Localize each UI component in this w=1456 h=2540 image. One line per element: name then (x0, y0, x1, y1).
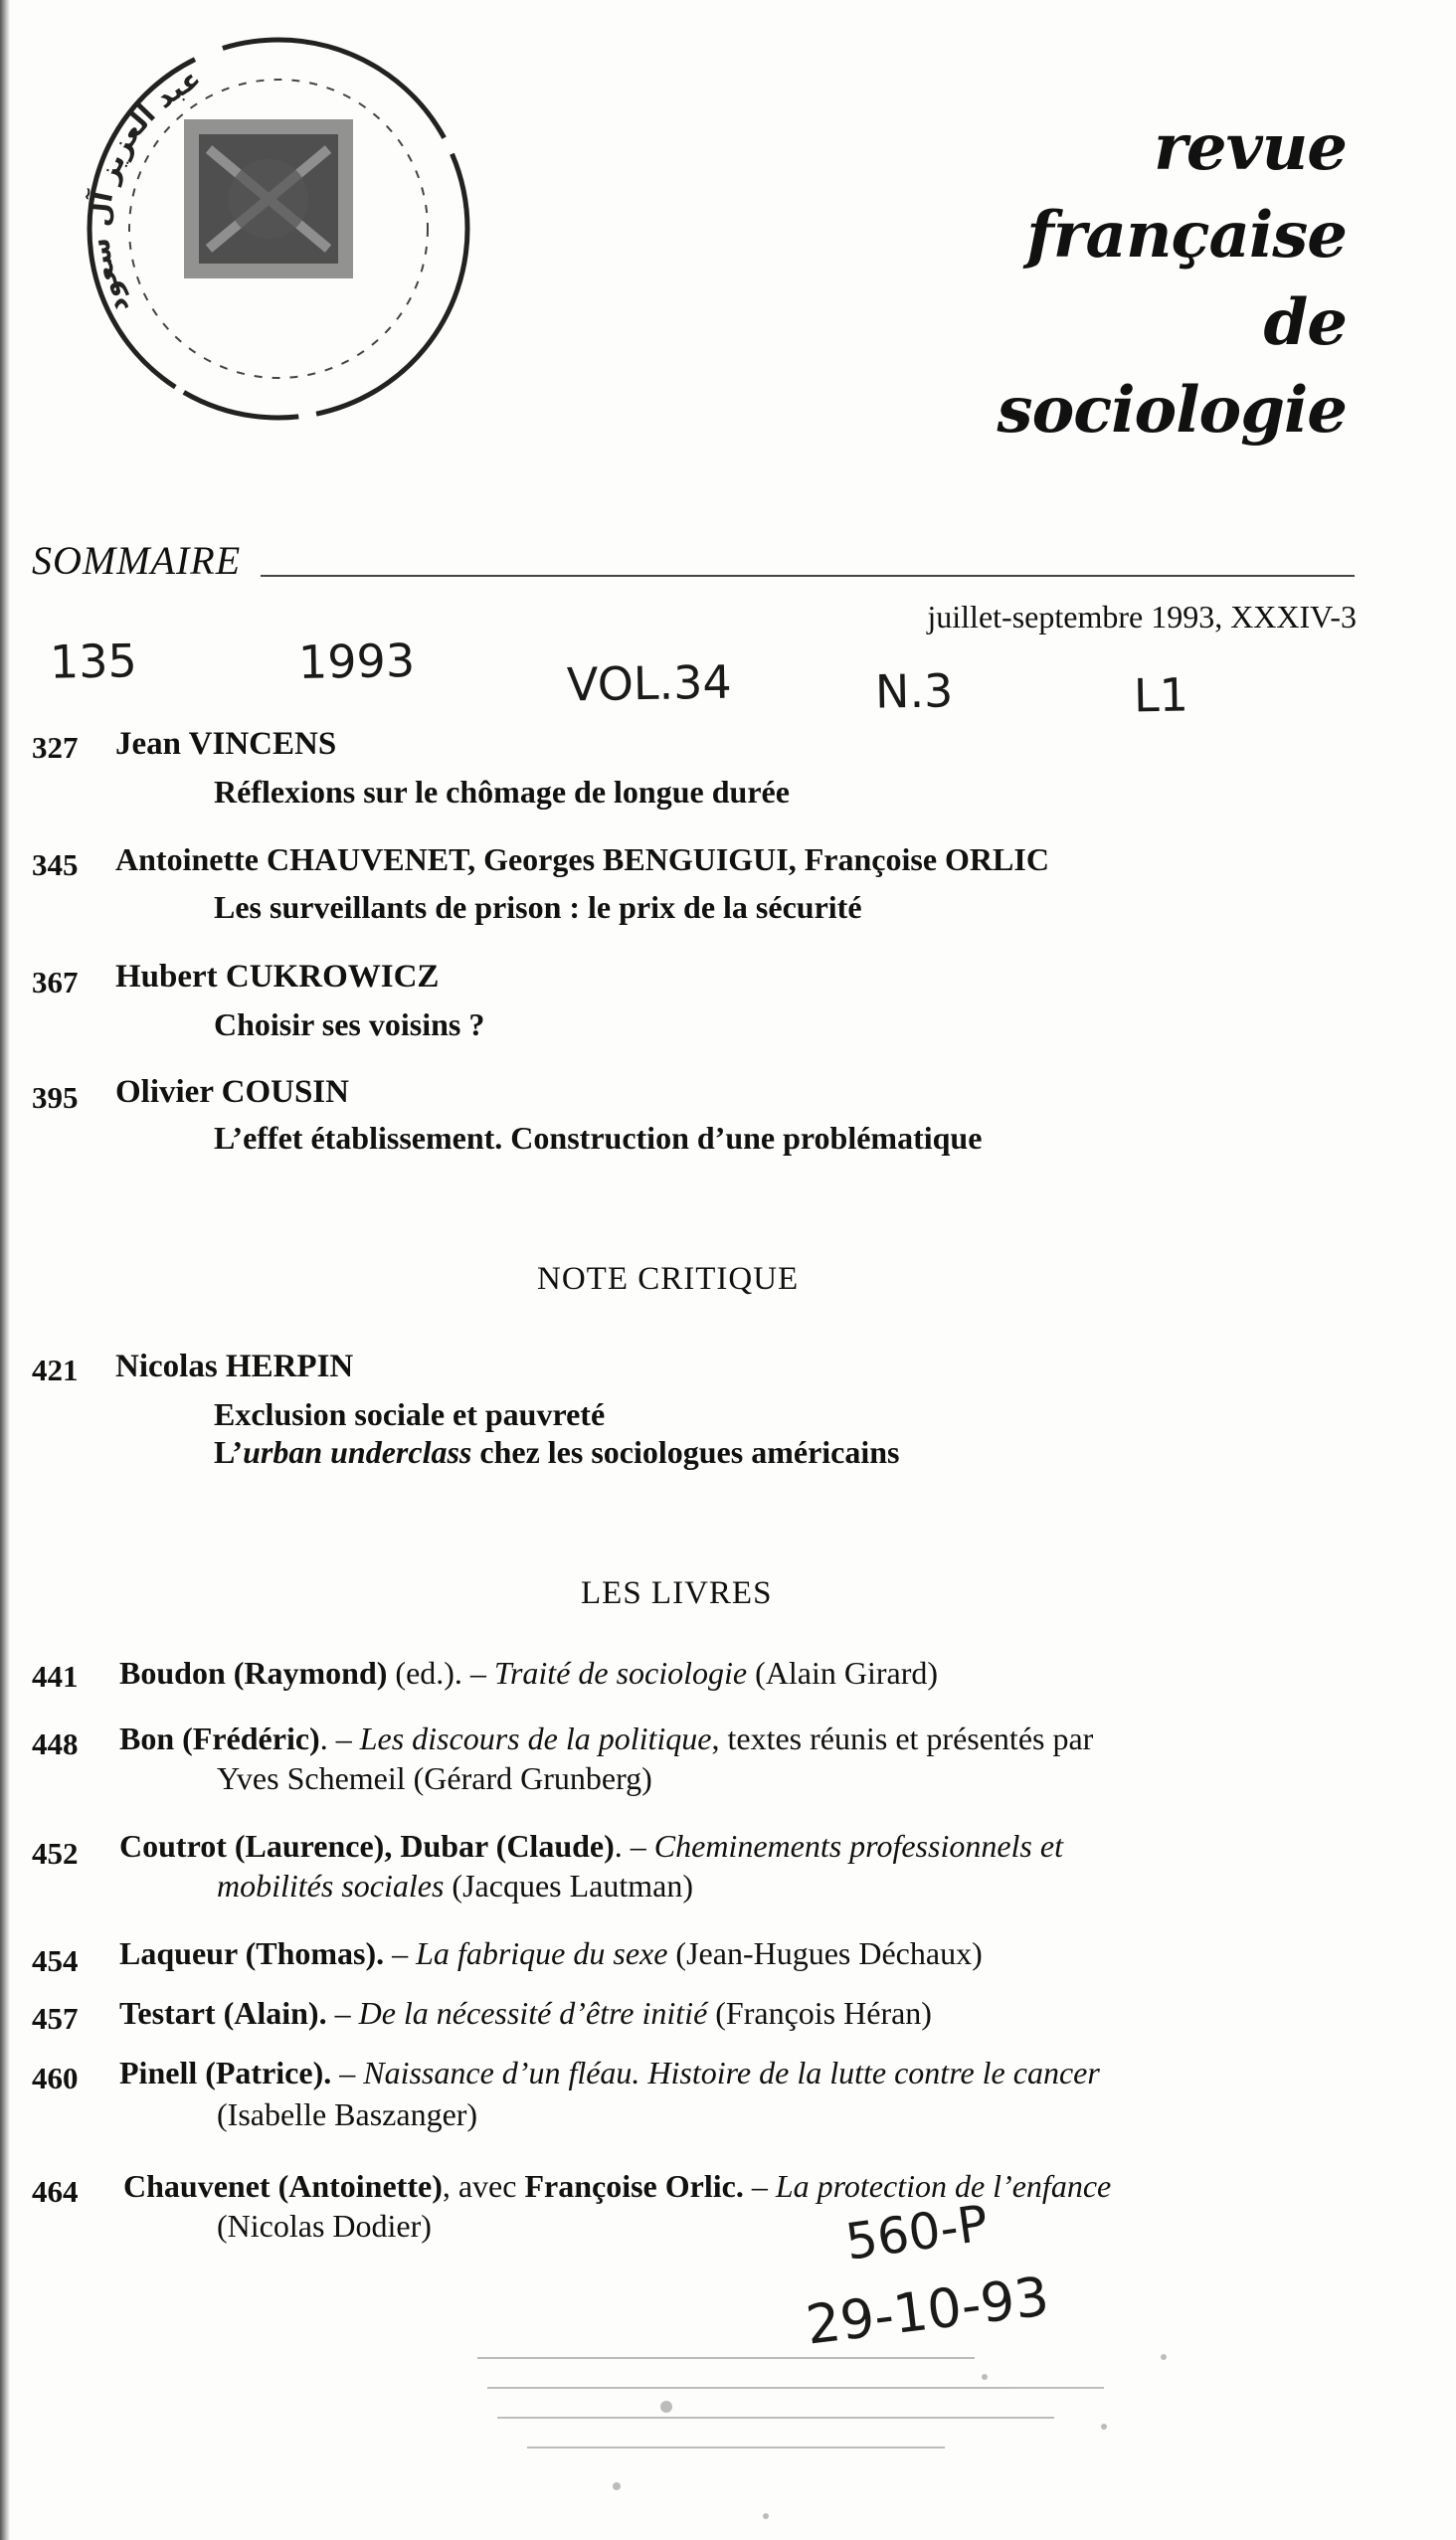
note-author: Nicolas HERPIN (115, 1349, 354, 1384)
book-page: 441 (32, 1659, 79, 1694)
article-authors: Hubert CUKROWICZ (115, 959, 440, 995)
book-extra: . – (319, 1721, 360, 1756)
library-stamp (60, 10, 497, 448)
article-title: L’effet établissement. Construction d’une problématique (214, 1120, 983, 1156)
book-title: Les discours de la politique (359, 1721, 712, 1756)
article-page: 395 (32, 1080, 79, 1115)
journal-title-line: sociologie (997, 373, 1347, 448)
article-title: Réflexions sur le chômage de longue durée (214, 774, 790, 810)
book-entry (119, 1721, 1093, 1757)
binding-edge (0, 0, 10, 2540)
stamp-emblem (184, 119, 353, 278)
book-title-cont: mobilités sociales (217, 1868, 445, 1904)
journal-title-line: de (1263, 285, 1347, 360)
handwritten-date: 29-10-93 (803, 2265, 1053, 2357)
article-page: 367 (32, 965, 79, 999)
book-page: 464 (32, 2174, 79, 2209)
article-page: 327 (32, 730, 79, 765)
book-author: Boudon (Raymond) (119, 1655, 388, 1691)
handwritten-issue: N.3 (874, 663, 954, 719)
sommaire-rule (261, 575, 1355, 577)
book-extra: – (331, 2055, 364, 2090)
handwritten-volume: VOL.34 (566, 654, 733, 712)
book-entry (119, 2055, 1100, 2091)
note-title-pre: L’ (214, 1434, 244, 1470)
issue-date: juillet-septembre 1993, XXXIV-3 (927, 599, 1357, 635)
book-title: Naissance d’un fléau. Histoire de la lutte contre le cancer (363, 2055, 1100, 2090)
section-heading-note-critique: NOTE CRITIQUE (537, 1261, 800, 1297)
book-author: Testart (Alain). (119, 1995, 327, 2031)
article-title: Les surveillants de prison : le prix de la sécurité (214, 889, 862, 925)
book-reviewer: , textes réunis et présentés par (711, 1721, 1094, 1756)
book-page: 457 (32, 2001, 79, 2036)
book-page: 452 (32, 1836, 79, 1871)
book-reviewer: (Alain Girard) (747, 1655, 939, 1691)
article-page: 345 (32, 847, 79, 882)
book-title: Traité de sociologie (493, 1655, 748, 1691)
journal-title-line: revue (1154, 110, 1347, 185)
book-entry-line2 (217, 1868, 693, 1905)
book-extra: – (384, 1935, 417, 1971)
article-authors: Antoinette CHAUVENET, Georges BENGUIGUI, Françoise ORLIC (115, 841, 1049, 877)
book-entry (119, 1655, 938, 1692)
book-extra: – (326, 1995, 359, 2031)
note-title-italic: urban underclass (243, 1434, 472, 1470)
book-entry (119, 1995, 932, 2032)
note-title-line2 (214, 1434, 900, 1471)
note-page: 421 (32, 1353, 79, 1387)
note-title-line1: Exclusion sociale et pauvreté (214, 1396, 606, 1432)
book-entry-line2: (Isabelle Baszanger) (217, 2096, 478, 2132)
article-title: Choisir ses voisins ? (214, 1006, 485, 1042)
book-author: Laqueur (Thomas). (119, 1935, 385, 1971)
book-title: La fabrique du sexe (416, 1935, 668, 1971)
article-authors: Jean VINCENS (115, 726, 337, 762)
handwritten-year: 1993 (297, 633, 416, 690)
book-reviewer: (Jean-Hugues Déchaux) (667, 1935, 983, 1971)
faded-stamp-residue (467, 2317, 1343, 2536)
book-author: Pinell (Patrice). (119, 2055, 332, 2090)
handwritten-shelf: L1 (1133, 667, 1189, 723)
book-author: Bon (Frédéric) (119, 1721, 320, 1756)
book-extra: , avec (442, 2168, 525, 2204)
book-author: Chauvenet (Antoinette) (123, 2168, 443, 2204)
book-author: Coutrot (Laurence), Dubar (Claude) (119, 1828, 615, 1864)
book-entry (119, 1828, 1063, 1865)
section-heading-livres: LES LIVRES (581, 1575, 773, 1611)
book-title: De la nécessité d’être initié (358, 1995, 708, 2031)
book-extra: – (743, 2168, 776, 2204)
book-coauthor: Françoise Orlic. (524, 2168, 744, 2204)
book-entry-line2: Yves Schemeil (Gérard Grunberg) (217, 1760, 652, 1796)
book-extra: (ed.). – (387, 1655, 494, 1691)
note-title-post: chez les sociologues américains (471, 1434, 900, 1470)
journal-title-line: française (1026, 198, 1347, 272)
book-entry (119, 1935, 983, 1972)
sommaire-label: SOMMAIRE (32, 538, 242, 583)
book-page: 454 (32, 1943, 79, 1978)
handwritten-code: 560-P (841, 2194, 992, 2271)
handwritten-number: 135 (49, 634, 138, 689)
journal-title (998, 104, 1347, 454)
book-reviewer: (Jacques Lautman) (444, 1868, 693, 1904)
book-reviewer: (François Héran) (707, 1995, 932, 2031)
book-entry-line2: (Nicolas Dodier) (217, 2208, 432, 2244)
article-authors: Olivier COUSIN (115, 1074, 349, 1110)
book-title: La protection de l’enfance (775, 2168, 1112, 2204)
book-page: 460 (32, 2061, 79, 2095)
book-title: Cheminements professionnels et (653, 1828, 1063, 1864)
stamp-text: عبد العزيز آل سعود (83, 61, 207, 320)
book-page: 448 (32, 1726, 79, 1761)
book-extra: . – (614, 1828, 654, 1864)
